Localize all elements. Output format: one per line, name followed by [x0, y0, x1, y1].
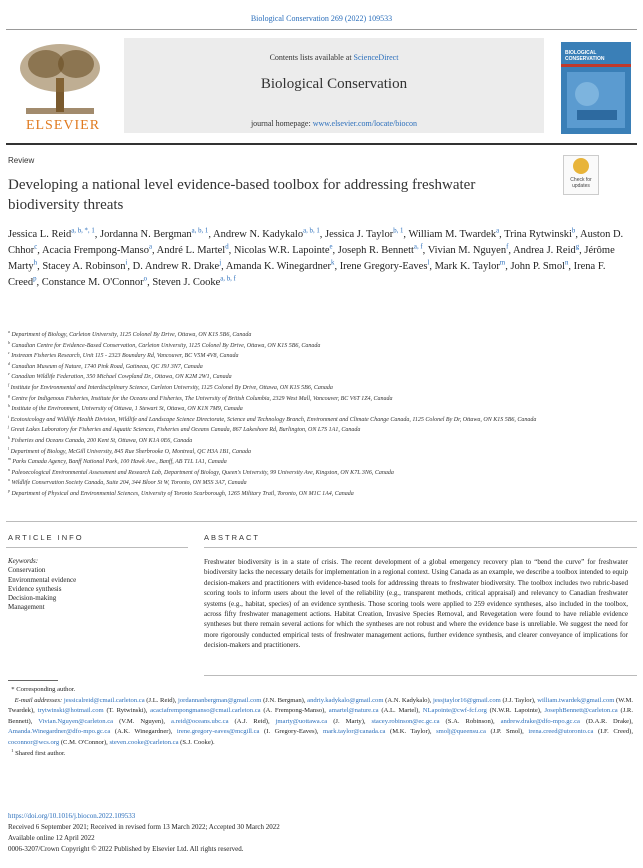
- email-owner: S.A. Robinson: [447, 717, 491, 725]
- affiliation-text: Instream Fisheries Research, Unit 115 - 2323 Boundary Rd, Vancouver, BC V5M 4V8, Canada: [11, 353, 239, 360]
- affiliation: [8, 447, 633, 458]
- affiliation-key: a: [8, 330, 10, 334]
- contents-prefix: Contents lists available at: [269, 53, 354, 62]
- author-affiliation-marks[interactable]: d: [225, 243, 229, 251]
- email-owner: I. Gregory-Eaves: [266, 728, 315, 736]
- affiliation: [8, 383, 633, 394]
- keyword: Conservation: [8, 566, 46, 575]
- author-affiliation-marks[interactable]: a: [148, 243, 152, 251]
- affiliation: [8, 425, 633, 436]
- doi-link[interactable]: https://doi.org/10.1016/j.biocon.2022.109533: [8, 812, 136, 820]
- email-owner: V.M. Nguyen: [121, 717, 162, 725]
- affiliation-list: [8, 330, 633, 500]
- affiliation: [8, 372, 633, 383]
- check-for-updates-button[interactable]: [563, 155, 599, 195]
- author-name[interactable]: Jessica J. Taylor: [325, 229, 394, 240]
- publisher-name: ELSEVIER: [25, 118, 101, 133]
- author-affiliation-marks[interactable]: o: [143, 275, 148, 283]
- author-affiliation-marks[interactable]: k: [331, 259, 335, 267]
- affiliation: [8, 489, 633, 500]
- abstract-end-rule: [204, 675, 637, 676]
- author-affiliation-marks[interactable]: a, f: [413, 243, 423, 251]
- email-link[interactable]: andriy.kadykalo@gmail.com: [307, 696, 384, 704]
- email-owner: J.R. Bennett: [8, 707, 633, 725]
- email-link[interactable]: william.twardek@gmail.com: [537, 696, 615, 704]
- author-name[interactable]: Mark K. Taylor: [434, 261, 500, 272]
- email-owner: A.J. Reid: [236, 717, 266, 725]
- email-link[interactable]: jordannanbergman@gmail.com: [178, 696, 262, 704]
- affiliation-key: h: [8, 404, 10, 409]
- check-updates-label: Check for updates: [570, 177, 592, 189]
- article-history: [8, 811, 633, 855]
- abstract-rule: [204, 547, 637, 548]
- email-link[interactable]: JosephBennett@carleton.ca: [544, 707, 618, 715]
- email-owner: J.P. Smol: [492, 728, 520, 736]
- keyword: Evidence synthesis: [8, 584, 62, 593]
- author-affiliation-marks[interactable]: h: [33, 259, 38, 267]
- author-name[interactable]: Stacey A. Robinson: [42, 261, 126, 272]
- elsevier-logo[interactable]: [6, 38, 116, 138]
- author-affiliation-marks[interactable]: n: [565, 259, 569, 267]
- author-name[interactable]: Jessica L. Reid: [8, 229, 72, 240]
- author-affiliation-marks[interactable]: p: [33, 275, 37, 283]
- affiliation-key: p: [8, 488, 10, 493]
- email-owner: W.M. Twardek: [8, 696, 634, 715]
- section-rule: [6, 521, 637, 522]
- author-affiliation-marks[interactable]: f: [506, 243, 509, 251]
- keywords-label: Keywords:: [8, 557, 39, 565]
- affiliation: [8, 362, 633, 373]
- author-name[interactable]: Trina Rytwinski: [504, 229, 572, 240]
- email-owner: M.K. Taylor: [392, 728, 428, 736]
- corresponding-note: * Corresponding author.: [8, 686, 76, 693]
- affiliation-key: d: [8, 361, 10, 366]
- author-name[interactable]: Amanda K. Winegardner: [225, 261, 332, 272]
- keyword: Management: [8, 603, 45, 612]
- article-info-heading: ARTICLE INFO: [8, 533, 84, 542]
- author-name[interactable]: Auston D. Chhor: [8, 229, 624, 256]
- email-owner: S.J. Cooke: [182, 738, 211, 746]
- homepage-link[interactable]: www.elsevier.com/locate/biocon: [312, 119, 418, 128]
- affiliation-text: Great Lakes Laboratory for Fisheries and Aquatic Sciences, Fisheries and Oceans Canada, 867 Lakeshore Rd, Burlington, ON L7S 1A1, Canada: [10, 427, 361, 434]
- affiliation-key: l: [8, 446, 10, 451]
- sciencedirect-link[interactable]: ScienceDirect: [353, 53, 399, 62]
- author-affiliation-marks[interactable]: a, b, 1: [303, 227, 320, 235]
- author-name[interactable]: Constance M. O'Connor: [41, 277, 144, 288]
- author-name[interactable]: Irena F. Creed: [8, 261, 606, 288]
- affiliation-text: Wildlife Conservation Society Canada, Suite 204, 344 Bloor St W, Toronto, ON M5S 3A7, Canada: [11, 480, 247, 487]
- email-owner: N.W.R. Lapointe: [491, 707, 538, 715]
- article-title: Developing a national level evidence-based toolbox for addressing freshwater biodiversity threats: [8, 177, 476, 213]
- email-owner: A.K. Winegardner: [117, 728, 169, 736]
- email-link[interactable]: jessicalreid@cmail.carleton.ca: [63, 696, 145, 704]
- author-name[interactable]: Andrea J. Reid: [513, 245, 576, 256]
- journal-cover[interactable]: [561, 42, 631, 134]
- email-label: E-mail addresses:: [14, 696, 63, 704]
- affiliation: [8, 330, 633, 341]
- affiliation-text: Centre for Indigenous Fisheries, Institute for the Oceans and Fisheries, The University of British Columbia, 2329 West Mall, Vancouver, BC V6T 1Z4, Canada: [11, 395, 393, 402]
- cover-image-icon: [567, 72, 625, 128]
- affiliation-text: Parks Canada Agency, Banff National Park, 100 Hawk Ave., Banff, AB T1L 1A1, Canada: [12, 459, 227, 466]
- affiliation-text: Paleoecological Environmental Assessment and Research Lab, Department of Biology, Queen's University, 99 University Ave, Kingston, ON K7L 3N6, Canada: [11, 469, 394, 476]
- footnotes: [8, 685, 633, 759]
- affiliation: [8, 415, 633, 426]
- author-name[interactable]: D. Andrew R. Drake: [132, 261, 220, 272]
- email-link[interactable]: steven.cooke@carleton.ca: [109, 738, 179, 746]
- author-affiliation-marks[interactable]: g: [575, 243, 580, 251]
- online-line: Available online 12 April 2022: [8, 834, 95, 842]
- header-rule: [6, 143, 637, 145]
- email-owner: A. Frempong-Manso: [265, 707, 323, 715]
- email-link[interactable]: Vivian.Nguyen@carleton.ca: [38, 717, 114, 725]
- affiliation-text: Department of Physical and Environmental Sciences, University of Toronto Scarborough, 1265 Military Trail, Toronto, ON M1C 1A4, Canada: [11, 490, 354, 497]
- check-updates-icon: [573, 158, 589, 174]
- email-link[interactable]: Amanda.Winegardner@dfo-mpo.gc.ca: [8, 728, 111, 736]
- homepage-prefix: journal homepage:: [250, 119, 313, 128]
- affiliation: [8, 404, 633, 415]
- author-affiliation-marks[interactable]: e: [329, 243, 333, 251]
- affiliation: [8, 457, 633, 468]
- affiliation-key: e: [8, 372, 10, 377]
- affiliation: [8, 468, 633, 479]
- affiliation: [8, 478, 633, 489]
- shared-label: Shared first author.: [15, 749, 66, 757]
- corresponding-label: Corresponding author.: [16, 686, 76, 693]
- shared-note: $^1$ Shared first author.: [11, 747, 66, 757]
- email-link[interactable]: stacey.robinson@ec.gc.ca: [371, 717, 440, 725]
- email-owner: D.A.R. Drake: [588, 717, 630, 725]
- author-name[interactable]: Andrew N. Kadykalo: [213, 229, 304, 240]
- email-link[interactable]: mark.taylor@canada.ca: [322, 728, 386, 736]
- email-owner: J.N. Bergman: [265, 696, 302, 704]
- author-name[interactable]: André L. Martel: [156, 245, 226, 256]
- keyword: Decision-making: [8, 594, 57, 603]
- cover-title: BIOLOGICAL CONSERVATION: [565, 50, 605, 62]
- author-affiliation-marks[interactable]: a, b, f: [220, 275, 236, 283]
- author-name[interactable]: Jordanna N. Bergman: [100, 229, 192, 240]
- affiliation-key: m: [8, 457, 11, 462]
- author-affiliation-marks[interactable]: j: [219, 259, 222, 267]
- author-affiliation-marks[interactable]: a, b, *, 1: [71, 227, 95, 235]
- email-link[interactable]: andrew.drake@dfo-mpo.gc.ca: [500, 717, 580, 725]
- email-link[interactable]: smolj@queensu.ca: [436, 728, 486, 736]
- author-affiliation-marks[interactable]: a, b, 1: [191, 227, 209, 235]
- affiliation-text: Department of Biology, Carleton University, 1125 Colonel By Drive, Ottawa, ON K1S 5B6, Canada: [11, 332, 252, 338]
- abstract-heading: ABSTRACT: [204, 533, 261, 542]
- article-type: Review: [8, 156, 35, 165]
- author-affiliation-marks[interactable]: l: [427, 259, 430, 267]
- author-name[interactable]: Steven J. Cooke: [152, 277, 221, 288]
- affiliation-text: Fisheries and Oceans Canada, 200 Kent St, Ottawa, ON K1A 0E6, Canada: [11, 437, 193, 444]
- affiliation: [8, 436, 633, 447]
- keywords-block: [8, 557, 188, 613]
- keyword: Environmental evidence: [8, 575, 77, 584]
- email-link[interactable]: a.reid@oceans.ubc.ca: [171, 717, 229, 725]
- author-affiliation-marks[interactable]: b, 1: [393, 227, 404, 235]
- email-owner: J. Marty: [335, 717, 362, 725]
- contents-line: [124, 53, 544, 62]
- author-name[interactable]: Joseph R. Bennett: [337, 245, 414, 256]
- journal-reference[interactable]: Biological Conservation 269 (2022) 109533: [250, 14, 393, 23]
- author-name[interactable]: John P. Smol: [510, 261, 565, 272]
- affiliation: [8, 351, 633, 362]
- affiliation-key: o: [8, 478, 10, 483]
- author-affiliation-marks[interactable]: b: [571, 227, 576, 235]
- affiliation-key: k: [8, 435, 10, 440]
- affiliation-key: g: [8, 393, 10, 398]
- affiliation-text: Department of Biology, McGill University, 845 Rue Sherbrooke O, Montreal, QC H3A 1B1, Canada: [10, 448, 252, 455]
- author-list: Jessica L. Reid$^{a, b, *, 1}$, Jordanna N. Bergman$^{a, b, 1}$, Andrew N. Kadykalo$^{a, b, 1}$, Jessica J. Taylor$^{b, 1}$, William M. Twardek$^a$, Trina Rytwinski$^b$, Auston D. Chhor$^c$, Acacia Frempong-Manso$^a$, André L. Martel$^d$, Nicolas W.R. Lapointe$^e$, Joseph R. Bennett$^{a, f}$, Vivian M. Nguyen$^f$, Andrea J. Reid$^g$, Jérôme Marty$^h$, Stacey A. Robinson$^i$, D. Andrew R. Drake$^j$, Amanda K. Winegardner$^k$, Irene Gregory-Eaves$^l$, Mark K. Taylor$^m$, John P. Smol$^n$, Irena F. Creed$^p$, Constance M. O'Connor$^o$, Steven J. Cooke$^{a, b, f}$: [8, 227, 624, 288]
- email-owner: J.L. Reid: [148, 696, 173, 704]
- received-line: Received 6 September 2021; Received in revised form 13 March 2022; Accepted 30 March 2022: [8, 823, 280, 831]
- cover-band: [561, 64, 631, 67]
- email-link[interactable]: jmarty@uottawa.ca: [275, 717, 328, 725]
- author-name[interactable]: Nicolas W.R. Lapointe: [233, 245, 330, 256]
- author-name[interactable]: Irene Gregory-Eaves: [339, 261, 428, 272]
- affiliation-text: Canadian Museum of Nature, 1740 Pink Road, Gatineau, QC J9J 3N7, Canada: [11, 363, 203, 370]
- email-link[interactable]: amartel@nature.ca: [328, 707, 379, 715]
- affiliation-text: Canadian Wildlife Federation, 350 Michael Cowpland Dr., Ottawa, ON K2M 2W1, Canada: [11, 374, 232, 381]
- footnote-rule: [8, 680, 58, 681]
- email-link[interactable]: jessjtaylor16@gmail.com: [432, 696, 501, 704]
- email-owner: C.M. O'Connor: [63, 738, 104, 746]
- email-addresses: E-mail addresses: jessicalreid@cmail.carleton.ca (J.L. Reid), jordannanbergman@gmail.com (J.N. Bergman), andriy.kadykalo@gmail.com (A.N. Kadykalo), jessjtaylor16@gmail.com (J.J. Taylor), william.twardek@gmail.com (W.M. Twardek), trytwinski@hotmail.com (T. Rytwinski), acaciafrempongmanso@cmail.carleton.ca (A. Frempong-Manso), amartel@nature.ca (A.L. Martel), NLapointe@cwf-fcf.org (N.W.R. Lapointe), JosephBennett@carleton.ca (J.R. Bennett), Vivian.Nguyen@carleton.ca (V.M. Nguyen), a.reid@oceans.ubc.ca (A.J. Reid), jmarty@uottawa.ca (J. Marty), stacey.robinson@ec.gc.ca (S.A. Robinson), andrew.drake@dfo-mpo.gc.ca (D.A.R. Drake), Amanda.Winegardner@dfo-mpo.gc.ca (A.K. Winegardner), irene.gregory-eaves@mcgill.ca (I. Gregory-Eaves), mark.taylor@canada.ca (M.K. Taylor), smolj@queensu.ca (J.P. Smol), irena.creed@utoronto.ca (I.F. Creed), coconnor@wcs.org (C.M. O'Connor), steven.cooke@carleton.ca (S.J. Cooke).: [8, 696, 634, 746]
- email-link[interactable]: acaciafrempongmanso@cmail.carleton.ca: [150, 707, 261, 715]
- abstract-text: Freshwater biodiversity is in a state of crisis. The recent development of a global emergency recovery plan to “bend the curve” for freshwater biodiversity lacks the necessary details for implementation in a regional context. Using Canada as an example, we describe a toolbox intended to equip decision-makers and practitioners with evidence-based tools for addressing threats to freshwater biodiversity. The toolbox includes two rubric-based scoring tools to inform users about the level of the reliability (e.g., transparent methods, critical appraisal) and relevancy to Canadian freshwater systems (e.g., habitat, species) of an evidence synthesis. Those scoring tools were applied to 259 evidence syntheses, also included in the toolbox, across fifty freshwater management actions. Habitat Creation, Invasive Species Removal, and Revegetation were found to have reliable evidence syntheses but there remain several actions for which the syntheses are not robust and where the evidence base is unreliable. We suggest the need for more rigorously conducted empirical tests of freshwater management actions, further evidence synthesis, and clearer conveyance of implications for decision-makers and practitioners.: [204, 558, 628, 650]
- author-name[interactable]: Acacia Frempong-Manso: [41, 245, 149, 256]
- affiliation-text: Canadian Centre for Evidence-Based Conservation, Carleton University, 1125 Colonel By Drive, Ottawa, ON K1S 5B6, Canada: [11, 342, 321, 349]
- affiliation-text: Institute for Environmental and Interdisciplinary Science, Carleton University, 1125 Colonel By Drive, Ottawa, ON K1S 5B6, Canada: [10, 384, 333, 391]
- copyright-line: 0006-3207/Crown Copyright © 2022 Published by Elsevier Ltd. All rights reserved.: [8, 845, 244, 853]
- article-info-rule: [6, 547, 188, 548]
- author-name[interactable]: Jérôme Marty: [8, 245, 615, 272]
- email-link[interactable]: coconnor@wcs.org: [8, 738, 60, 746]
- homepage-line: [124, 119, 544, 128]
- email-owner: A.L. Martel: [383, 707, 417, 715]
- author-name[interactable]: Vivian M. Nguyen: [427, 245, 507, 256]
- author-affiliation-marks[interactable]: i: [125, 259, 128, 267]
- email-owner: J.J. Taylor: [504, 696, 532, 704]
- affiliation-key: b: [8, 340, 10, 345]
- email-owner: I.F. Creed: [600, 728, 630, 736]
- affiliation: [8, 394, 633, 405]
- affiliation-key: c: [8, 351, 10, 356]
- keywords-list: [8, 566, 188, 612]
- affiliation-key: i: [8, 414, 10, 419]
- affiliation-text: Ecotoxicology and Wildlife Health Division, Wildlife and Landscape Science Directorate, Science and Technology Branch, Environment and Climate Change Canada, 1125 Colonel By Dr, Ottawa, ON K1S 5B6, Canada: [10, 416, 537, 423]
- email-link[interactable]: irena.creed@utoronto.ca: [528, 728, 594, 736]
- author-name[interactable]: William M. Twardek: [408, 229, 497, 240]
- affiliation: [8, 341, 633, 352]
- author-affiliation-marks[interactable]: m: [499, 259, 506, 267]
- email-owner: T. Rytwinski: [108, 707, 144, 715]
- affiliation-key: f: [8, 382, 10, 387]
- author-affiliation-marks[interactable]: c: [34, 243, 38, 251]
- email-link[interactable]: trytwinski@hotmail.com: [37, 707, 104, 715]
- email-owner: A.N. Kadykalo: [387, 696, 428, 704]
- affiliation-key: j: [8, 425, 10, 430]
- email-link[interactable]: irene.gregory-eaves@mcgill.ca: [176, 728, 260, 736]
- affiliation-text: Institute of the Environment, University of Ottawa, 1 Stewart St, Ottawa, ON K1N 7M9, Canada: [11, 406, 243, 413]
- author-affiliation-marks[interactable]: a: [496, 227, 500, 235]
- journal-title: Biological Conservation: [260, 76, 408, 92]
- email-link[interactable]: NLapointe@cwf-fcf.org: [422, 707, 487, 715]
- top-rule: [6, 29, 637, 30]
- affiliation-key: n: [8, 467, 10, 472]
